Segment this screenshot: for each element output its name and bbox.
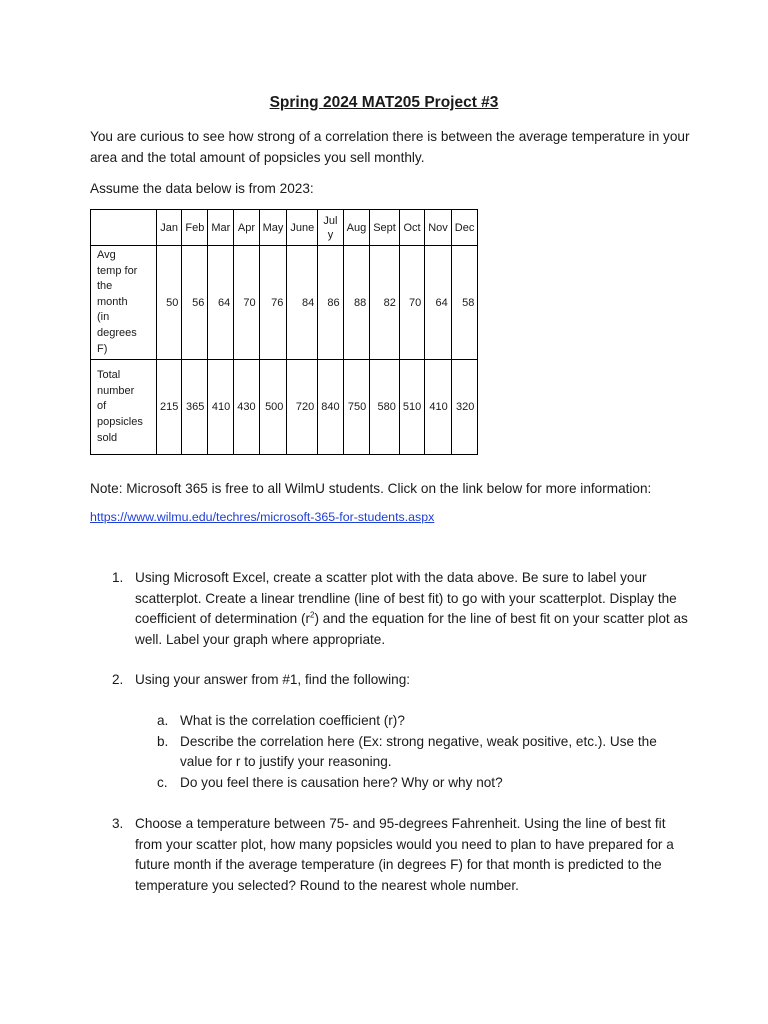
question-text: Choose a temperature between 75- and 95-degrees Fahrenheit. Using the line of best fit from your scatter plot, how many popsicles would you need to plan to have prepared for a future month if the average temperature (in degrees F) for that month is predicted to the temperature you selected? Round to the nearest whole number. <box>135 816 674 893</box>
document-title: Spring 2024 MAT205 Project #3 <box>269 94 499 111</box>
table-row-popsicles <box>91 360 478 455</box>
temp-cell: 82 <box>370 246 400 360</box>
pop-cell: 720 <box>287 360 318 455</box>
pop-cell: 500 <box>259 360 287 455</box>
pop-cell: 840 <box>318 360 343 455</box>
temp-cell: 88 <box>343 246 370 360</box>
table-header-row <box>91 210 478 246</box>
header-cell: Jan <box>157 210 182 246</box>
question-text: Using your answer from #1, find the following: <box>135 672 411 687</box>
pop-cell: 365 <box>182 360 208 455</box>
question-3 <box>90 814 690 896</box>
pop-row-label: Total number of popsicles sold <box>91 360 157 455</box>
corner-cell <box>91 210 157 246</box>
microsoft-365-link[interactable]: https://www.wilmu.edu/techres/microsoft-365-for-students.aspx <box>90 510 435 524</box>
header-cell: June <box>287 210 318 246</box>
intro-paragraph: You are curious to see how strong of a correlation there is between the average temperature in your area and the total amount of popsicles you sell monthly. <box>90 129 690 165</box>
header-cell: Mar <box>208 210 234 246</box>
pop-cell: 430 <box>234 360 259 455</box>
header-cell: Feb <box>182 210 208 246</box>
question-number: 2. <box>112 672 124 687</box>
temp-cell: 64 <box>425 246 452 360</box>
pop-cell: 580 <box>370 360 400 455</box>
question-text: Using Microsoft Excel, create a scatter plot with the data above. Be sure to label your scatterplot. Create a linear trendline (line of best fit) to go with your scatterplot. Display the coefficient of determination $(r^2)$ and the equation for the line of best fit on your scatter plot as well. Label your graph where appropriate. <box>135 570 688 647</box>
pop-cell: 750 <box>343 360 370 455</box>
table-row-temperature <box>91 246 478 360</box>
assume-paragraph: Assume the data below is from 2023: <box>90 181 314 196</box>
header-cell: Apr <box>234 210 259 246</box>
question-2-subitems <box>90 711 690 793</box>
temp-cell: 58 <box>451 246 478 360</box>
temp-cell: 86 <box>318 246 343 360</box>
list-item: c. Do you feel there is causation here? Why or why not? <box>157 774 503 790</box>
data-table <box>90 209 478 455</box>
note-paragraph: Note: Microsoft 365 is free to all WilmU students. Click on the link below for more information: <box>90 481 652 496</box>
pop-cell: 320 <box>451 360 478 455</box>
header-cell-jul <box>318 210 343 246</box>
header-cell: Sept <box>370 210 400 246</box>
list-item: b. Describe the correlation here (Ex: strong negative, weak positive, etc.). Use the value for r to justify your reasoning. <box>157 733 657 769</box>
question-2 <box>90 670 690 691</box>
header-cell: Dec <box>451 210 478 246</box>
question-number: 3. <box>112 816 124 831</box>
header-cell: Aug <box>343 210 370 246</box>
pop-cell: 215 <box>157 360 182 455</box>
pop-cell: 510 <box>399 360 424 455</box>
question-number: 1. <box>112 570 124 585</box>
temp-cell: 70 <box>399 246 424 360</box>
temp-cell: 70 <box>234 246 259 360</box>
question-1 <box>90 568 690 650</box>
list-item: a. What is the correlation coefficient (r)? <box>157 713 405 728</box>
header-cell: Oct <box>399 210 424 246</box>
temp-cell: 64 <box>208 246 234 360</box>
pop-cell: 410 <box>208 360 234 455</box>
temp-cell: 76 <box>259 246 287 360</box>
pop-cell: 410 <box>425 360 452 455</box>
header-cell: Nov <box>425 210 452 246</box>
temp-cell: 50 <box>157 246 182 360</box>
header-cell: May <box>259 210 287 246</box>
temp-cell: 84 <box>287 246 318 360</box>
jul-line-1: Jul <box>323 214 338 227</box>
temp-row-label: Avg temp for the month (in degrees F) <box>91 246 157 360</box>
jul-line-2: y <box>327 228 334 241</box>
temp-cell: 56 <box>182 246 208 360</box>
